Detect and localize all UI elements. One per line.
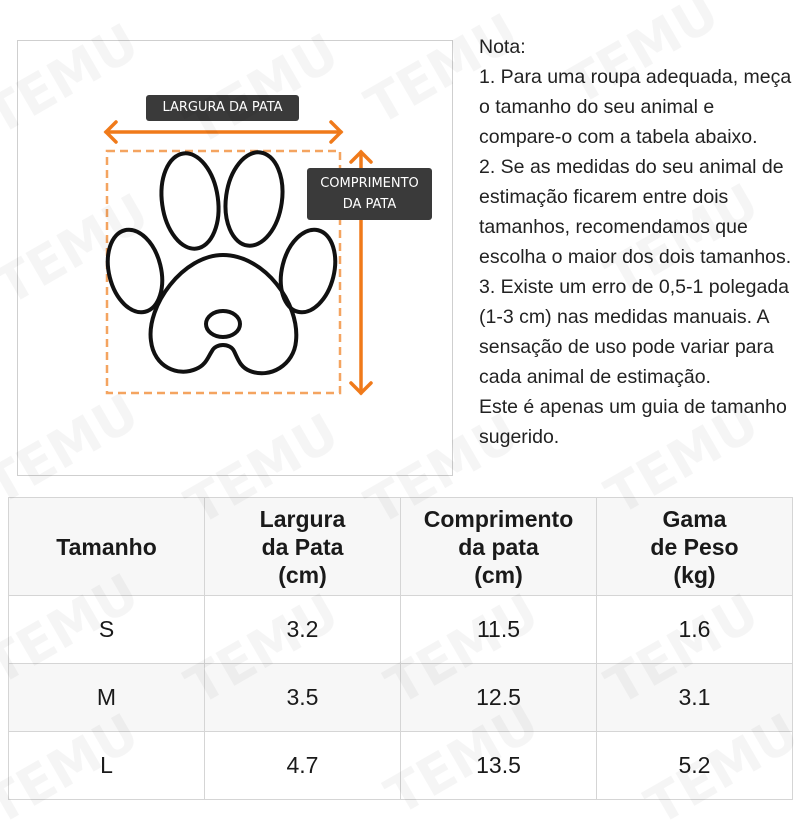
length-label-line1: COMPRIMENTO bbox=[320, 176, 419, 191]
notes-heading: Nota: bbox=[479, 36, 526, 58]
note-item: Este é apenas um guia de tamanho sugerido. bbox=[479, 396, 787, 448]
paw-measurement-figure bbox=[17, 40, 453, 476]
length-label bbox=[307, 168, 432, 220]
header-weight-range bbox=[597, 498, 793, 596]
header-line: (kg) bbox=[673, 561, 716, 588]
header-size bbox=[9, 498, 205, 596]
note-item: 3. Existe um erro de 0,5-1 polegada (1-3 cm) nas medidas manuais. A sensação de uso pode variar para cada animal de estimação. bbox=[479, 276, 790, 388]
cell-weight: 3.1 bbox=[597, 664, 793, 732]
length-label-line2: DA PATA bbox=[342, 197, 397, 212]
note-item: 2. Se as medidas do seu animal de estimação ficarem entre dois tamanhos, recomendamos que escolha o maior dos dois tamanhos. bbox=[479, 156, 792, 268]
cell-weight: 1.6 bbox=[597, 596, 793, 664]
width-label bbox=[146, 95, 299, 121]
table-row bbox=[9, 596, 793, 664]
cell-paw-length: 11.5 bbox=[401, 596, 597, 664]
note-item: 1. Para uma roupa adequada, meça o tamanho do seu animal e compare-o com a tabela abaixo. bbox=[479, 66, 792, 148]
cell-size: L bbox=[9, 732, 205, 800]
table-row bbox=[9, 732, 793, 800]
header-line: da Pata bbox=[261, 533, 344, 560]
header-line: da pata bbox=[458, 533, 539, 560]
cell-weight: 5.2 bbox=[597, 732, 793, 800]
header-line: (cm) bbox=[474, 561, 523, 588]
cell-paw-length: 13.5 bbox=[401, 732, 597, 800]
header-line: Tamanho bbox=[56, 533, 157, 560]
header-line: Comprimento bbox=[423, 505, 574, 532]
header-line: de Peso bbox=[650, 533, 739, 560]
size-table-container bbox=[8, 497, 792, 800]
table-row bbox=[9, 664, 793, 732]
width-label-text: LARGURA DA PATA bbox=[162, 100, 283, 115]
cell-paw-width: 4.7 bbox=[205, 732, 401, 800]
cell-paw-width: 3.2 bbox=[205, 596, 401, 664]
header-paw-width bbox=[205, 498, 401, 596]
header-line: Largura bbox=[259, 505, 346, 532]
table-header-row bbox=[9, 498, 793, 596]
notes-section bbox=[479, 32, 800, 452]
header-line: Gama bbox=[662, 505, 727, 532]
cell-paw-length: 12.5 bbox=[401, 664, 597, 732]
cell-size: M bbox=[9, 664, 205, 732]
header-paw-length bbox=[401, 498, 597, 596]
width-arrow-icon bbox=[106, 122, 341, 142]
cell-paw-width: 3.5 bbox=[205, 664, 401, 732]
size-table bbox=[8, 497, 793, 800]
cell-size: S bbox=[9, 596, 205, 664]
measurement-frame bbox=[107, 151, 340, 393]
header-line: (cm) bbox=[278, 561, 327, 588]
